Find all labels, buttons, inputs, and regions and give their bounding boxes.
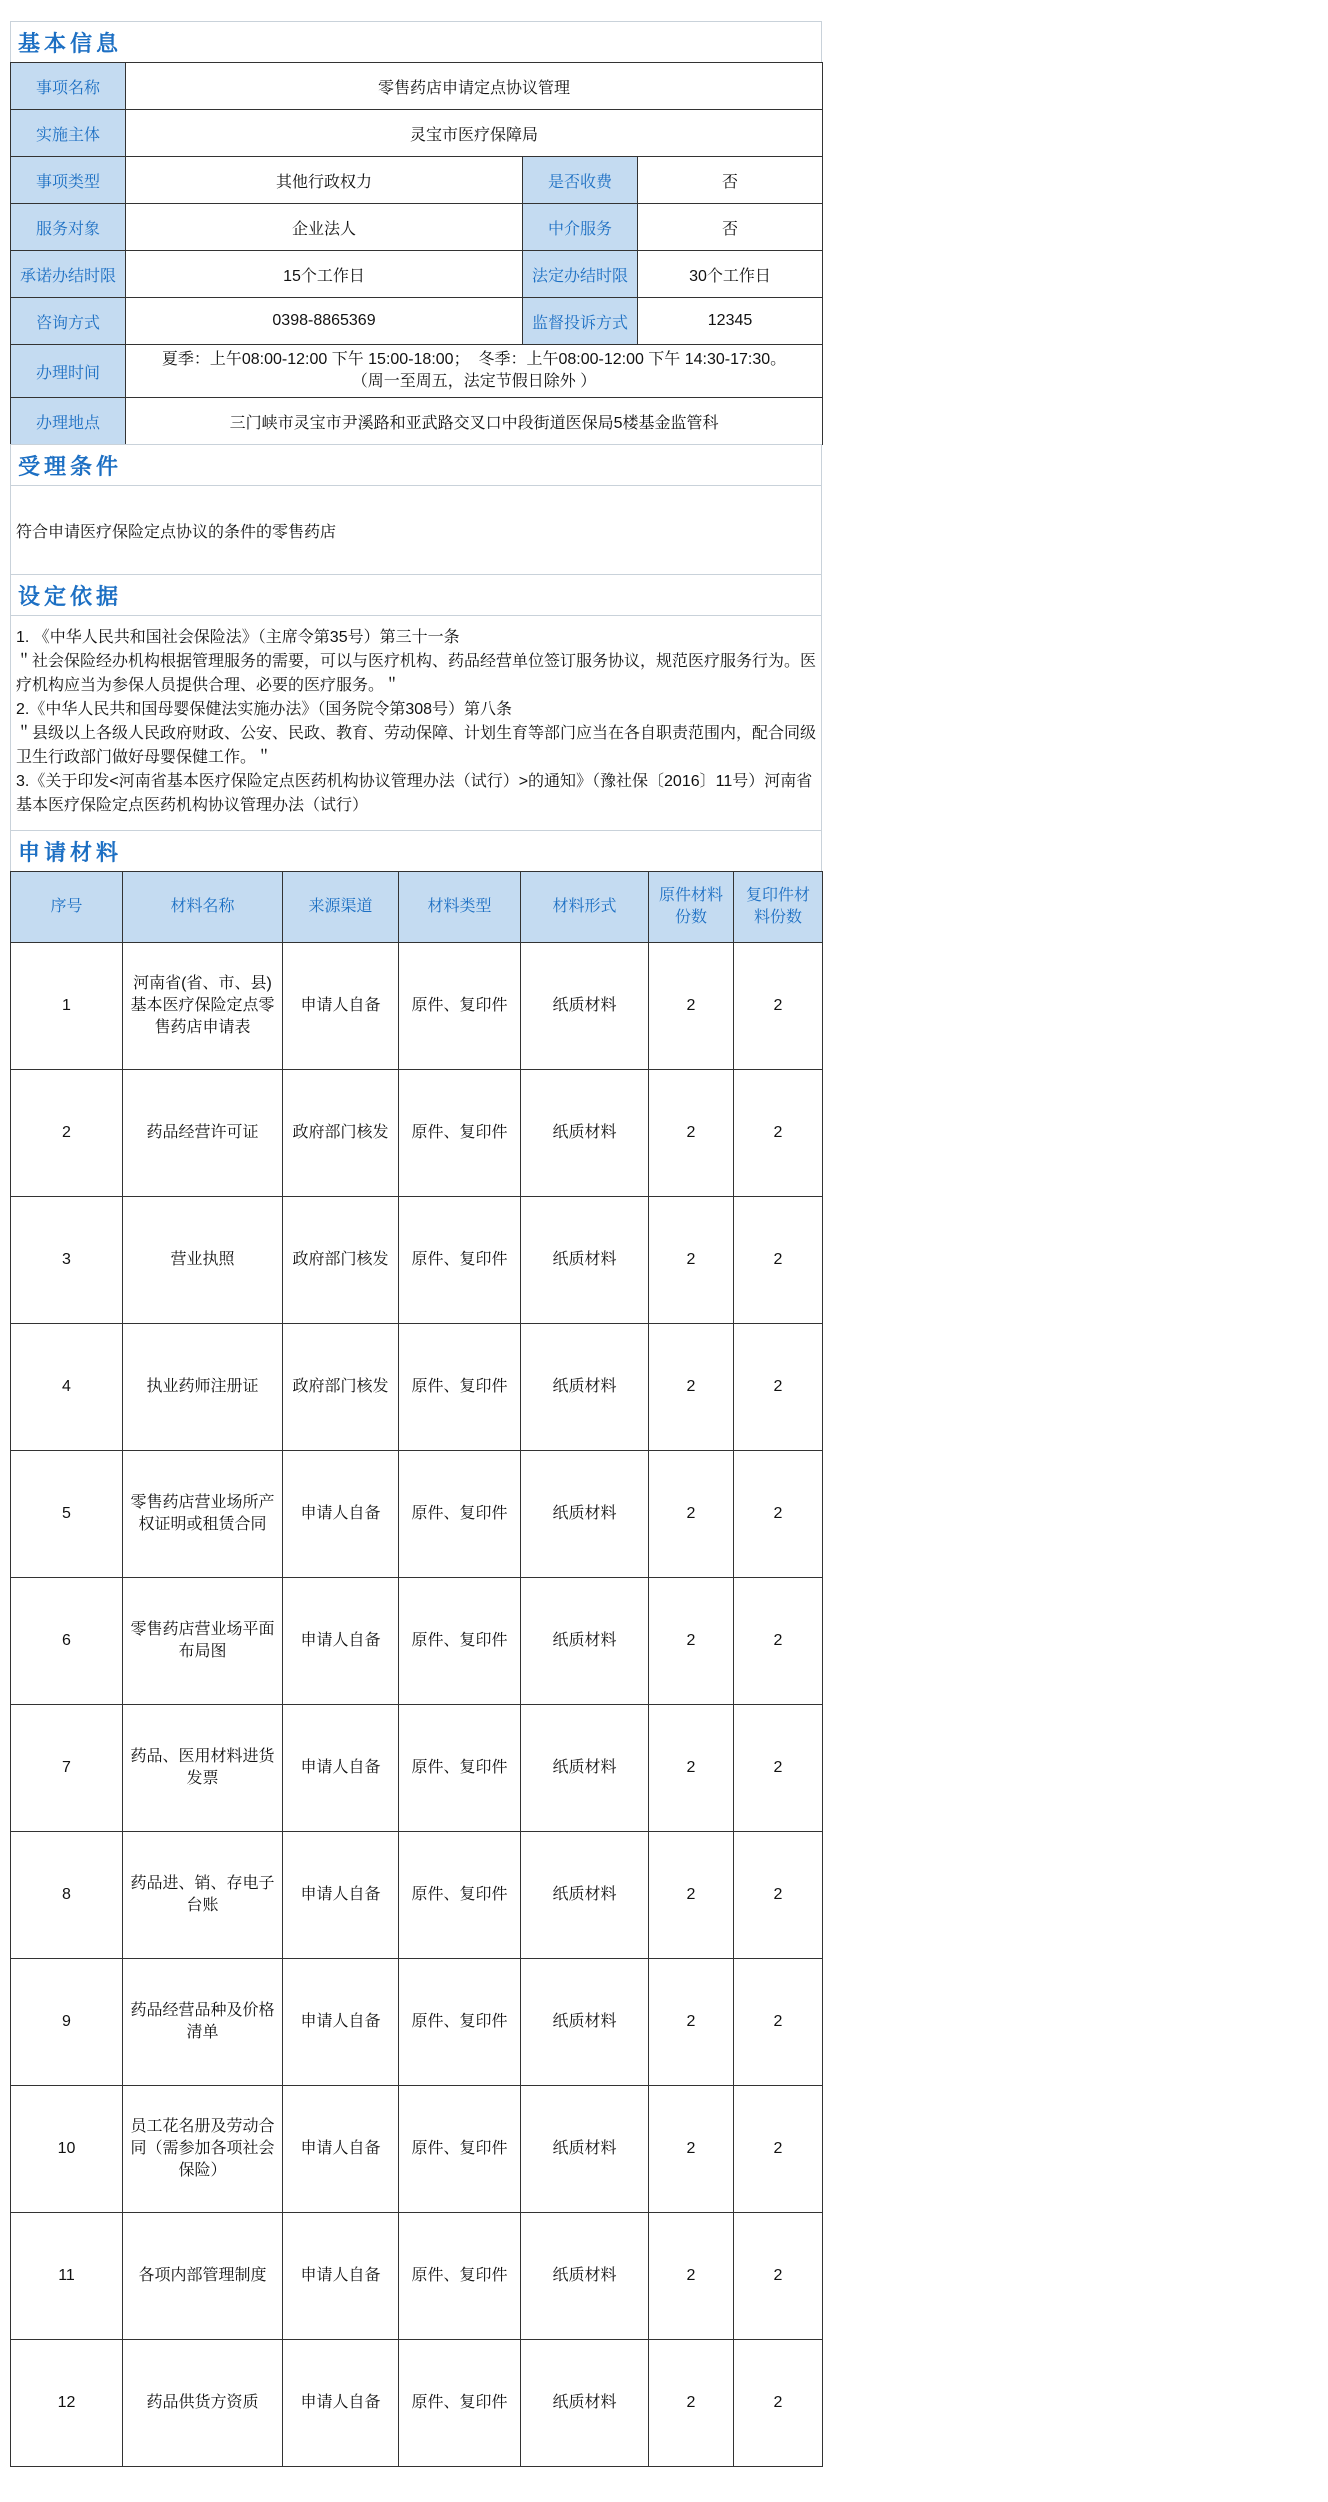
cell-form: 纸质材料 [521, 1832, 649, 1959]
cell-originals: 2 [649, 1959, 734, 2086]
table-row [11, 943, 823, 1070]
cell-originals: 2 [649, 1451, 734, 1578]
col-header-seq: 序号 [11, 872, 123, 943]
cell-type: 原件、复印件 [399, 1324, 521, 1451]
cell-form: 纸质材料 [521, 1705, 649, 1832]
field-label-implementer: 实施主体 [11, 110, 126, 157]
field-value-item-name: 零售药店申请定点协议管理 [126, 63, 823, 110]
field-value-promised-deadline: 15个工作日 [126, 251, 523, 298]
table-row [11, 1959, 823, 2086]
materials-table [10, 871, 823, 2467]
cell-seq: 7 [11, 1705, 123, 1832]
field-value-consultation: 0398-8865369 [126, 298, 523, 345]
cell-source: 申请人自备 [283, 1832, 399, 1959]
field-value-charge: 否 [638, 157, 823, 204]
table-row [11, 251, 823, 298]
cell-seq: 10 [11, 2086, 123, 2213]
cell-originals: 2 [649, 1324, 734, 1451]
cell-type: 原件、复印件 [399, 2086, 521, 2213]
cell-name: 药品经营许可证 [123, 1070, 283, 1197]
table-row [11, 1832, 823, 1959]
cell-source: 申请人自备 [283, 2340, 399, 2467]
cell-name: 药品进、销、存电子台账 [123, 1832, 283, 1959]
field-value-statutory-deadline: 30个工作日 [638, 251, 823, 298]
field-label-item-name: 事项名称 [11, 63, 126, 110]
cell-copies: 2 [734, 1324, 823, 1451]
legal-basis-paragraph: 1. 《中华人民共和国社会保险法》（主席令第35号）第三十一条 [16, 629, 460, 646]
cell-copies: 2 [734, 943, 823, 1070]
field-value-office-hours [126, 345, 823, 398]
table-row [11, 298, 823, 345]
cell-copies: 2 [734, 1832, 823, 1959]
table-row [11, 2340, 823, 2467]
cell-name: 零售药店营业场平面布局图 [123, 1578, 283, 1705]
section-title-text: 申请材料 [18, 839, 123, 865]
col-header-originals: 原件材料份数 [649, 872, 734, 943]
field-value-item-type: 其他行政权力 [126, 157, 523, 204]
cell-form: 纸质材料 [521, 943, 649, 1070]
cell-type: 原件、复印件 [399, 1705, 521, 1832]
col-header-type: 材料类型 [399, 872, 521, 943]
cell-type: 原件、复印件 [399, 1070, 521, 1197]
table-row [11, 345, 823, 398]
cell-type: 原件、复印件 [399, 1451, 521, 1578]
office-hours-line2: （周一至周五，法定节假日除外 ） [351, 373, 597, 390]
cell-name: 河南省(省、市、县)基本医疗保险定点零售药店申请表 [123, 943, 283, 1070]
table-row [11, 63, 823, 110]
section-title-materials [10, 830, 822, 872]
cell-seq: 9 [11, 1959, 123, 2086]
table-row [11, 2086, 823, 2213]
cell-form: 纸质材料 [521, 1197, 649, 1324]
cell-originals: 2 [649, 943, 734, 1070]
field-label-item-type: 事项类型 [11, 157, 126, 204]
cell-form: 纸质材料 [521, 1959, 649, 2086]
cell-form: 纸质材料 [521, 2340, 649, 2467]
field-label-complaint: 监督投诉方式 [523, 298, 638, 345]
legal-basis-paragraph: ＂县级以上各级人民政府财政、公安、民政、教育、劳动保障、计划生育等部门应当在各自职责范围内，配合同级卫生行政部门做好母婴保健工作。＂ [16, 725, 817, 766]
section-title-acceptance [10, 444, 822, 486]
cell-source: 政府部门核发 [283, 1324, 399, 1451]
cell-type: 原件、复印件 [399, 1197, 521, 1324]
cell-copies: 2 [734, 1578, 823, 1705]
cell-name: 药品经营品种及价格清单 [123, 1959, 283, 2086]
col-header-source: 来源渠道 [283, 872, 399, 943]
field-label-promised-deadline: 承诺办结时限 [11, 251, 126, 298]
cell-source: 申请人自备 [283, 1705, 399, 1832]
table-row [11, 1705, 823, 1832]
field-label-office-address: 办理地点 [11, 398, 126, 445]
cell-source: 申请人自备 [283, 2213, 399, 2340]
cell-source: 政府部门核发 [283, 1070, 399, 1197]
col-header-form: 材料形式 [521, 872, 649, 943]
field-value-office-address: 三门峡市灵宝市尹溪路和亚武路交叉口中段街道医保局5楼基金监管科 [126, 398, 823, 445]
table-row [11, 398, 823, 445]
table-row [11, 157, 823, 204]
cell-source: 申请人自备 [283, 1578, 399, 1705]
cell-source: 申请人自备 [283, 1959, 399, 2086]
cell-type: 原件、复印件 [399, 1832, 521, 1959]
cell-seq: 6 [11, 1578, 123, 1705]
cell-seq: 2 [11, 1070, 123, 1197]
section-title-text: 设定依据 [18, 583, 123, 609]
cell-copies: 2 [734, 2340, 823, 2467]
office-hours-line1: 夏季：上午08:00-12:00 下午 15:00-18:00； 冬季：上午08:00-12:00 下午 14:30-17:30。 [161, 351, 787, 368]
cell-name: 营业执照 [123, 1197, 283, 1324]
table-header-row [11, 872, 823, 943]
cell-copies: 2 [734, 1451, 823, 1578]
cell-type: 原件、复印件 [399, 1959, 521, 2086]
field-label-service-target: 服务对象 [11, 204, 126, 251]
cell-name: 执业药师注册证 [123, 1324, 283, 1451]
field-value-service-target: 企业法人 [126, 204, 523, 251]
cell-copies: 2 [734, 1959, 823, 2086]
cell-type: 原件、复印件 [399, 2213, 521, 2340]
cell-copies: 2 [734, 1705, 823, 1832]
field-value-intermediary: 否 [638, 204, 823, 251]
legal-basis-content [10, 615, 822, 831]
field-label-consultation: 咨询方式 [11, 298, 126, 345]
col-header-copies: 复印件材料份数 [734, 872, 823, 943]
col-header-name: 材料名称 [123, 872, 283, 943]
cell-type: 原件、复印件 [399, 2340, 521, 2467]
cell-copies: 2 [734, 2086, 823, 2213]
cell-type: 原件、复印件 [399, 1578, 521, 1705]
cell-source: 申请人自备 [283, 2086, 399, 2213]
cell-seq: 4 [11, 1324, 123, 1451]
cell-originals: 2 [649, 1578, 734, 1705]
table-row [11, 204, 823, 251]
cell-name: 员工花名册及劳动合同（需参加各项社会保险） [123, 2086, 283, 2213]
field-value-implementer: 灵宝市医疗保障局 [126, 110, 823, 157]
cell-originals: 2 [649, 2086, 734, 2213]
section-title-legal-basis [10, 574, 822, 616]
field-label-charge: 是否收费 [523, 157, 638, 204]
cell-seq: 12 [11, 2340, 123, 2467]
cell-form: 纸质材料 [521, 2086, 649, 2213]
cell-form: 纸质材料 [521, 1578, 649, 1705]
cell-type: 原件、复印件 [399, 943, 521, 1070]
cell-name: 药品供货方资质 [123, 2340, 283, 2467]
cell-seq: 1 [11, 943, 123, 1070]
section-title-text: 基本信息 [18, 30, 123, 56]
field-label-office-hours: 办理时间 [11, 345, 126, 398]
field-value-complaint: 12345 [638, 298, 823, 345]
cell-originals: 2 [649, 1832, 734, 1959]
legal-basis-paragraph: 2.《中华人民共和国母婴保健法实施办法》（国务院令第308号）第八条 [16, 701, 513, 718]
cell-originals: 2 [649, 1070, 734, 1197]
cell-form: 纸质材料 [521, 1451, 649, 1578]
cell-seq: 8 [11, 1832, 123, 1959]
table-row [11, 2213, 823, 2340]
cell-name: 药品、医用材料进货发票 [123, 1705, 283, 1832]
cell-copies: 2 [734, 1070, 823, 1197]
legal-basis-paragraph: ＂社会保险经办机构根据管理服务的需要，可以与医疗机构、药品经营单位签订服务协议，规范医疗服务行为。医疗机构应当为参保人员提供合理、必要的医疗服务。＂ [16, 653, 817, 694]
table-row [11, 1070, 823, 1197]
cell-form: 纸质材料 [521, 2213, 649, 2340]
section-title-text: 受理条件 [18, 453, 123, 479]
acceptance-content [10, 485, 822, 575]
cell-name: 零售药店营业场所产权证明或租赁合同 [123, 1451, 283, 1578]
cell-copies: 2 [734, 1197, 823, 1324]
legal-basis-paragraph: 3.《关于印发<河南省基本医疗保险定点医药机构协议管理办法（试行）>的通知》（豫社保〔2016〕11号）河南省基本医疗保险定点医药机构协议管理办法（试行） [16, 773, 813, 814]
field-label-statutory-deadline: 法定办结时限 [523, 251, 638, 298]
cell-originals: 2 [649, 2213, 734, 2340]
cell-source: 申请人自备 [283, 943, 399, 1070]
cell-originals: 2 [649, 1705, 734, 1832]
cell-source: 申请人自备 [283, 1451, 399, 1578]
table-row [11, 1197, 823, 1324]
cell-form: 纸质材料 [521, 1070, 649, 1197]
acceptance-text: 符合申请医疗保险定点协议的条件的零售药店 [16, 523, 337, 541]
table-row [11, 1324, 823, 1451]
table-row [11, 110, 823, 157]
table-row [11, 1578, 823, 1705]
cell-form: 纸质材料 [521, 1324, 649, 1451]
cell-name: 各项内部管理制度 [123, 2213, 283, 2340]
cell-seq: 11 [11, 2213, 123, 2340]
cell-copies: 2 [734, 2213, 823, 2340]
basic-info-table [10, 62, 823, 445]
cell-seq: 3 [11, 1197, 123, 1324]
cell-originals: 2 [649, 2340, 734, 2467]
cell-seq: 5 [11, 1451, 123, 1578]
field-label-intermediary: 中介服务 [523, 204, 638, 251]
cell-source: 政府部门核发 [283, 1197, 399, 1324]
cell-originals: 2 [649, 1197, 734, 1324]
section-title-basic-info [10, 21, 822, 63]
table-row [11, 1451, 823, 1578]
